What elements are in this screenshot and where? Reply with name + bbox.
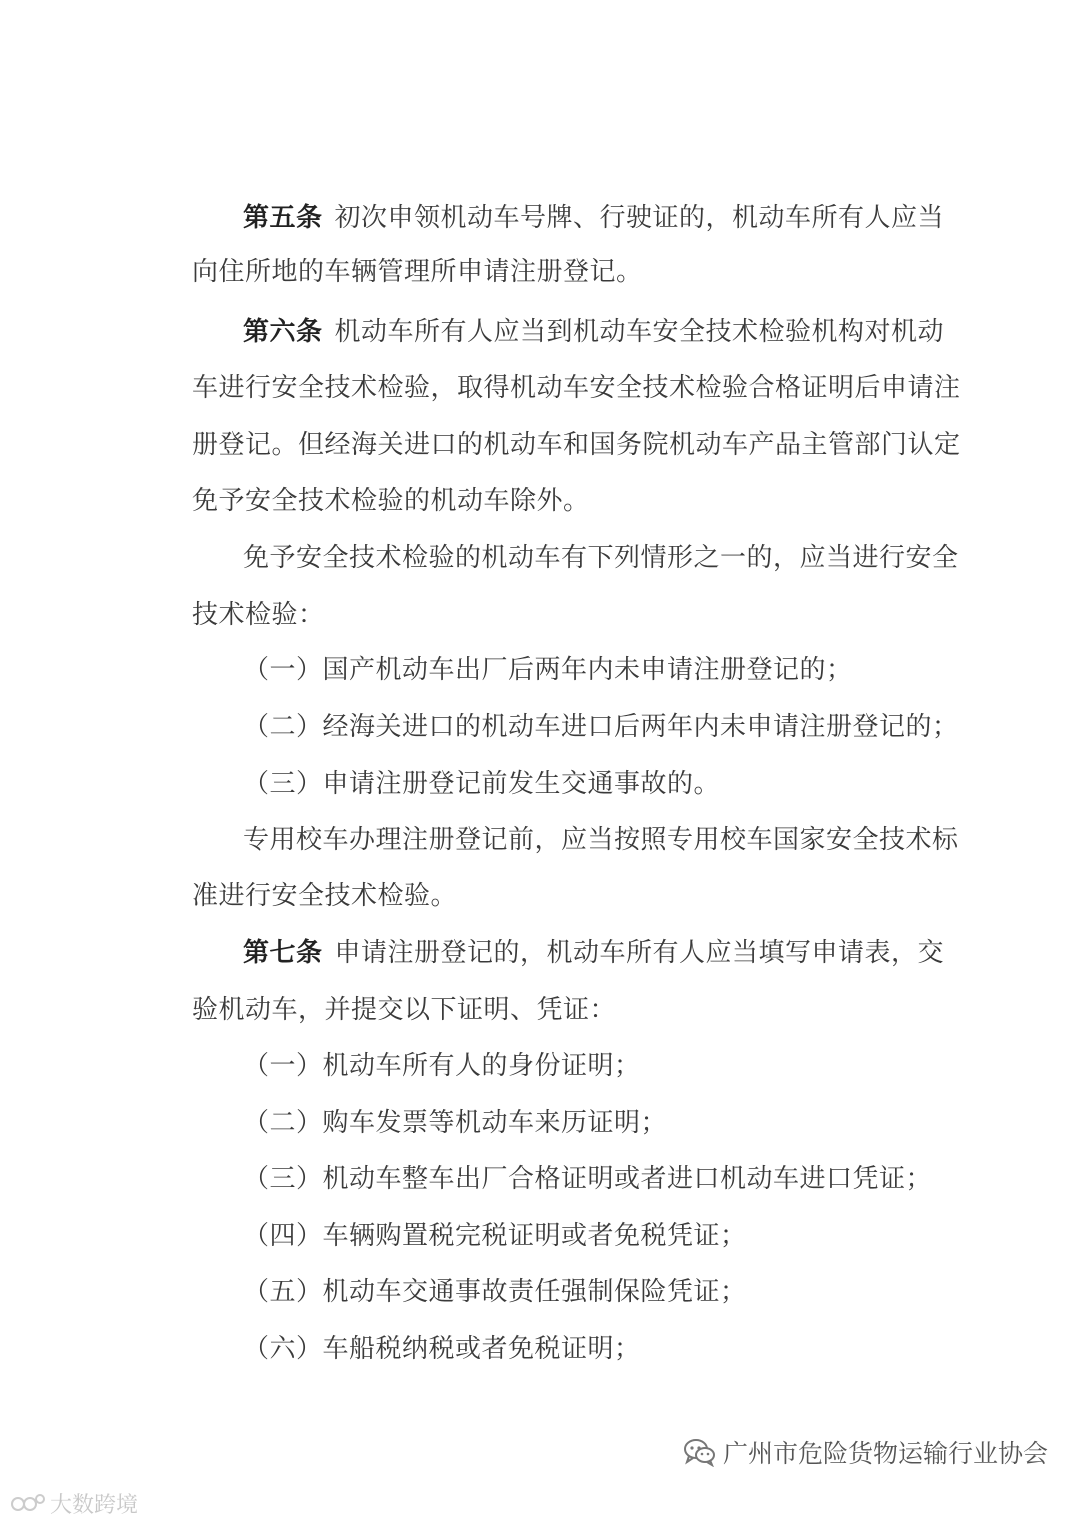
logo-icon bbox=[10, 1491, 46, 1517]
article6-line4: 免予安全技术检验的机动车除外。 bbox=[192, 486, 590, 516]
article7-line1: 第七条 申请注册登记的，机动车所有人应当填写申请表，交 bbox=[243, 938, 945, 968]
article7-line2: 验机动车，并提交以下证明、凭证： bbox=[192, 995, 617, 1025]
list-item: （三）申请注册登记前发生交通事故的。 bbox=[243, 769, 721, 799]
account-watermark bbox=[683, 1434, 1048, 1470]
article6-para2-line1: 免予安全技术检验的机动车有下列情形之一的，应当进行安全 bbox=[243, 543, 959, 573]
article6-heading: 第六条 bbox=[243, 317, 323, 347]
account-name: 广州市危险货物运输行业协会 bbox=[722, 1439, 1048, 1468]
site-name: 大数跨境 bbox=[50, 1493, 139, 1518]
article6-line1: 第六条 机动车所有人应当到机动车安全技术检验机构对机动 bbox=[243, 317, 945, 347]
article6-para3-line1: 专用校车办理注册登记前，应当按照专用校车国家安全技术标 bbox=[243, 825, 959, 855]
list-item: （二）经海关进口的机动车进口后两年内未申请注册登记的； bbox=[243, 712, 959, 742]
list-item: （三）机动车整车出厂合格证明或者进口机动车进口凭证； bbox=[243, 1164, 933, 1194]
article6-para2-line2: 技术检验： bbox=[192, 600, 325, 630]
article6-line3: 册登记。但经海关进口的机动车和国务院机动车产品主管部门认定 bbox=[192, 430, 961, 460]
article5-heading: 第五条 bbox=[243, 203, 323, 233]
list-item: （二）购车发票等机动车来历证明； bbox=[243, 1108, 668, 1138]
list-item: （四）车辆购置税完税证明或者免税凭证； bbox=[243, 1221, 747, 1251]
list-item: （六）车船税纳税或者免税证明； bbox=[243, 1334, 641, 1364]
list-item: （五）机动车交通事故责任强制保险凭证； bbox=[243, 1277, 747, 1307]
article6-line2: 车进行安全技术检验，取得机动车安全技术检验合格证明后申请注 bbox=[192, 373, 961, 403]
article6-para3-line2: 准进行安全技术检验。 bbox=[192, 881, 458, 911]
article7-heading: 第七条 bbox=[243, 938, 323, 968]
site-watermark bbox=[10, 1488, 138, 1519]
list-item: （一）机动车所有人的身份证明； bbox=[243, 1051, 641, 1081]
wechat-icon bbox=[683, 1437, 717, 1467]
article5-line1: 第五条 初次申领机动车号牌、行驶证的，机动车所有人应当 bbox=[243, 203, 945, 233]
article5-line2: 向住所地的车辆管理所申请注册登记。 bbox=[192, 257, 643, 287]
list-item: （一）国产机动车出厂后两年内未申请注册登记的； bbox=[243, 655, 853, 685]
